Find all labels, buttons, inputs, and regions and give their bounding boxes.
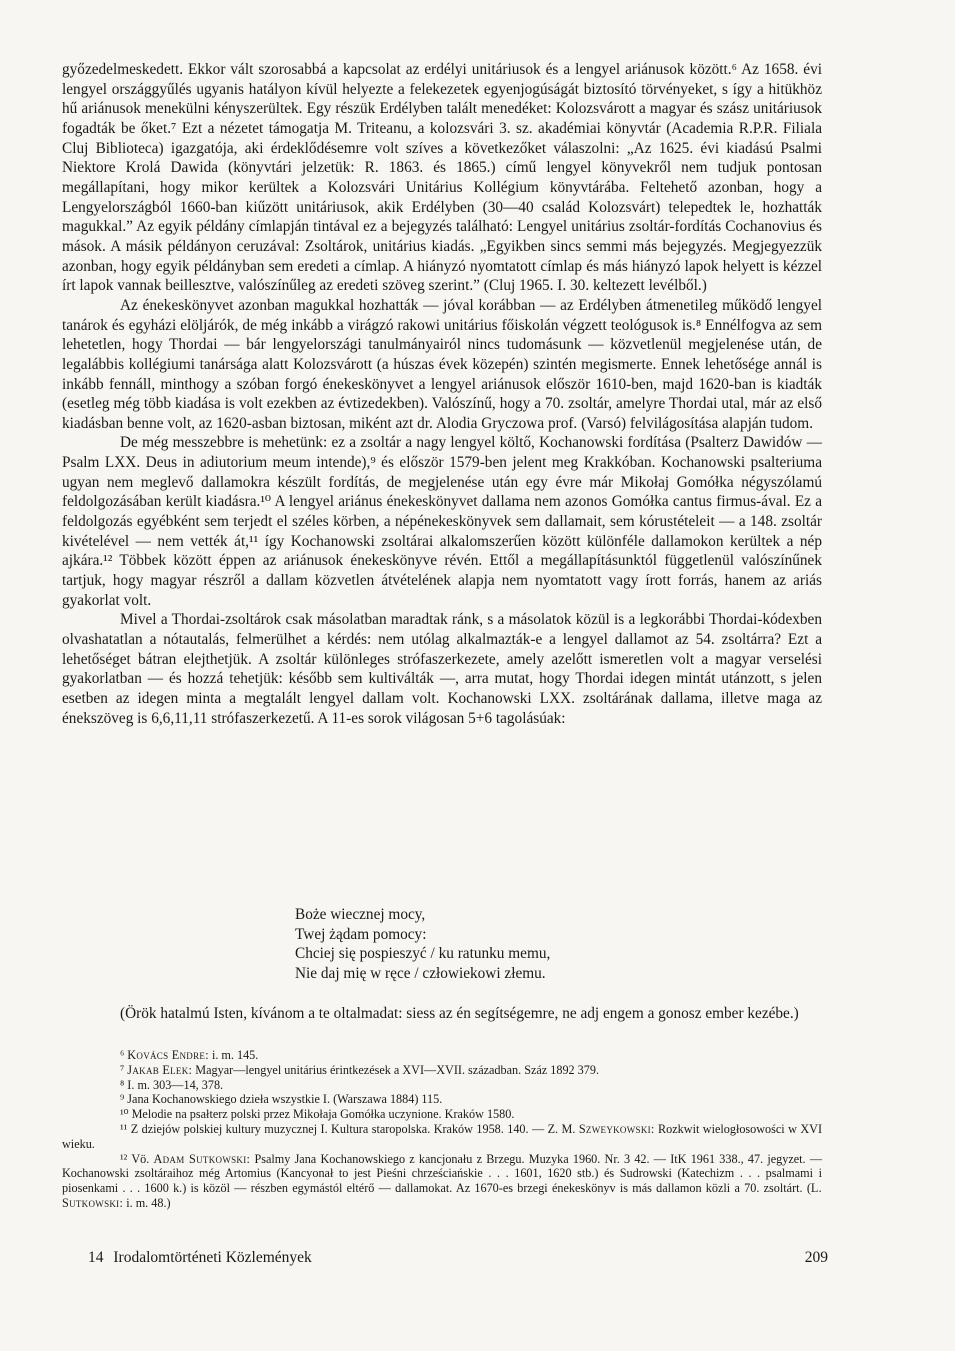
paragraph-2: Az énekeskönyvet azonban magukkal hozhatták — jóval korábban — az Erdélyben átmenetileg működő lengyel tanárok és egyházi elöljárók, de még inkább a virágzó rakowi unitárius főiskolán végzett teológusok is.⁸ Ennélfogva az sem lehetetlen, hogy Thordai — bár lengyelországi tanulmányairól nincs tudomásunk — közvetlenül megjelenése után, de legalábbis kollégiumi tanársága alatt Kolozsvárott (a húszas évek közepén) szintén megismerte. Ennek lehetősége annál is inkább fennáll, minthogy a szóban forgó énekeskönyvet a lengyel ariánusok először 1610-ben, majd 1620-ban is kiadták (esetleg még több kiadása is volt ezekben az évtizedekben). Valószínű, hogy a 70. zsoltár, amelyre Thordai utal, már az első kiadásban benne volt, az 1620-asban biztosan, miként azt dr. Alodia Gryczowa prof. (Varsó) felvilágosítása alapján tudom. <box>62 296 822 432</box>
footnote-12: ¹² Vö. Adam Sutkowski: Psalmy Jana Kochanowskiego z kancjonału z Brzegu. Muzyka 1960. Nr. 3 42. — ItK 1961 338., 47. jegyzet. — Kochanowski zsoltáraihoz még Artomius (Kancyonał to jest Pieśni chrześciańskie . . . 1601, 1620 stb.) és Sudrowski (Katechizm . . . psalmami i piosenkami . . . 1600 k.) is közöl — részben egymástól eltérő — dallamokat. Az 1670-es brzegi énekeskönyv is más dallamon közli a 70. zsoltárt. (L. Sutkowski: i. m. 48.) <box>62 1151 823 1210</box>
poem-line-3: Chciej się pospieszyć / ku ratunku memu, <box>295 945 551 963</box>
journal-title: Irodalomtörténeti Közlemények <box>113 1249 312 1266</box>
footnote-8: ⁸ I. m. 303—14, 378. <box>120 1077 224 1092</box>
footer-left <box>88 1249 318 1267</box>
sheet-number: 14 <box>88 1249 104 1266</box>
footnote-11: ¹¹ Z dziejów polskiej kultury muzycznej I. Kultura staropolska. Kraków 1958. 140. — Z. M. Szweykowski: Rozkwit wielogłosowości w XVI wieku. <box>62 1121 823 1151</box>
page-number: 209 <box>804 1249 828 1266</box>
poem-quote <box>295 905 550 984</box>
paragraph-3: De még messzebbre is mehetünk: ez a zsoltár a nagy lengyel költő, Kochanowski fordítása (Psalterz Dawidów — Psalm LXX. Deus in adiutorium meum intende),⁹ és először 1579-ben jelent meg Krakkóban. Kochanowski psalteriuma ugyan nem meglevő dallamokra készült fordítás, de megjelenése után egy évre már Mikołaj Gomółka négyszólamú feldolgozásában került kiadásra.¹⁰ A lengyel ariánus énekeskönyvet dallama nem azonos Gomółka cantus firmus-ával. Ez a feldolgozás egyébként sem terjedt el széles körben, a népénekeskönyvek sem dallamait, sem kórustételeit — a 148. zsoltár kivételével — nem vették át,¹¹ így Kochanowski zsoltárai alkalomszerűen között különféle dallamokon kerültek a nép ajkára.¹² Többek között éppen az ariánusok énekeskönyve révén. Ettől a megállapításunktól függetlenül valószínűnek tartjuk, hogy magyar részről a dallam közvetlen átvételének alapja nem nyomtatott vagy írott forrás, hanem az ariás gyakorlat volt. <box>62 434 822 609</box>
poem-line-2: Twej żądam pomocy: <box>295 925 427 943</box>
footnote-6: ⁶ Kovács Endre: i. m. 145. <box>120 1048 259 1062</box>
poem-translation: (Örök hatalmú Isten, kívánom a te oltalmadat: siess az én segítségemre, ne adj engem a gonosz ember kezébe.) <box>120 1005 799 1023</box>
footnote-10: ¹⁰ Melodie na psałterz polski przez Mikołaja Gomółka uczynione. Kraków 1580. <box>120 1107 515 1122</box>
footnote-7: ⁷ Jakab Elek: Magyar—lengyel unitárius érintkezések a XVI—XVII. században. Száz 1892 379. <box>120 1062 600 1077</box>
main-text <box>62 60 822 728</box>
page-footer <box>88 1249 828 1267</box>
paragraph-1: győzedelmeskedett. Ekkor vált szorosabbá a kapcsolat az erdélyi unitáriusok és a lengyel ariánusok között.⁶ Az 1658. évi lengyel országgyűlés ugyanis hatályon kívül helyezte a felekezetek egyenjogúságát biztosító törvényeket, s így a hitükhöz hű ariánusok menekülni kényszerültek. Egy részük Erdélyben talált menedéket: Kolozsvárott a magyar és szász unitáriusok fogadták be őket.⁷ Ezt a nézetet támogatja M. Triteanu, a kolozsvári 3. sz. akadémiai könyvtár (Academia R.P.R. Filiala Cluj Biblioteca) igazgatója, aki érdeklődésemre volt szíves a következőket válaszolni: „Az 1625. évi kiadású Psalmi Niektore Krolá Dawida (könyvtári jelzetük: R. 1863. és 1865.) című lengyel könyvekről nem tudjuk pontosan megállapítani, hogy mikor kerültek a Kolozsvári Unitárius Kollégium könyvtárába. Feltehető azonban, hogy a Lengyelországból 1660-ban kiűzött unitáriusok, akik Erdélyben (30—40 család Kolozsvárt) telepedtek le, hozhatták magukkal.” Az egyik példány címlapján tintával ez a bejegyzés található: Lengyel unitárius zsoltár-fordítás Cochanovius és mások. A másik példányon ceruzával: Zsoltárok, unitárius kiadás. „Egyikben sincs semmi más bejegyzés. Megjegyezzük azonban, hogy egyik példányban sem eredeti a címlap. A hiányzó nyomtatott címlap és más hiányzó lapok helyett is kézzel írt lapok vannak beillesztve, valószínűleg az eredeti szöveg szerint.” (Cluj 1965. I. 30. keltezett levélből.) <box>62 61 822 295</box>
poem-line-4: Nie daj mię w ręce / człowiekowi złemu. <box>295 965 546 983</box>
paragraph-4: Mivel a Thordai-zsoltárok csak másolatban maradtak ránk, s a másolatok közül is a legkorábbi Thordai-kódexben olvashatatlan a nótautalás, felmerülhet a kérdés: nem utólag alkalmazták-e a lengyel dallamot az 54. zsoltárra? Ezt a lehetőséget bátran elejthetjük. A zsoltár különleges strófaszerkezete, amely azelőtt ismeretlen volt a magyar verselési gyakorlatban — és hozzá tehetjük: később sem kultiválták —, arra mutat, hogy Thordai idegen mintát utánzott, s jelen esetben az idegen minta a megtalált lengyel dallam volt. Kochanowski LXX. zsoltárának dallama, illetve maga az énekszöveg is 6,6,11,11 strófaszerkezetű. A 11-es sorok világosan 5+6 tagolásúak: <box>62 611 822 727</box>
footnotes <box>62 1048 822 1211</box>
poem-line-1: Boże wiecznej mocy, <box>295 906 426 923</box>
footnote-9: ⁹ Jana Kochanowskiego dzieła wszystkie I. (Warszawa 1884) 115. <box>120 1092 443 1107</box>
